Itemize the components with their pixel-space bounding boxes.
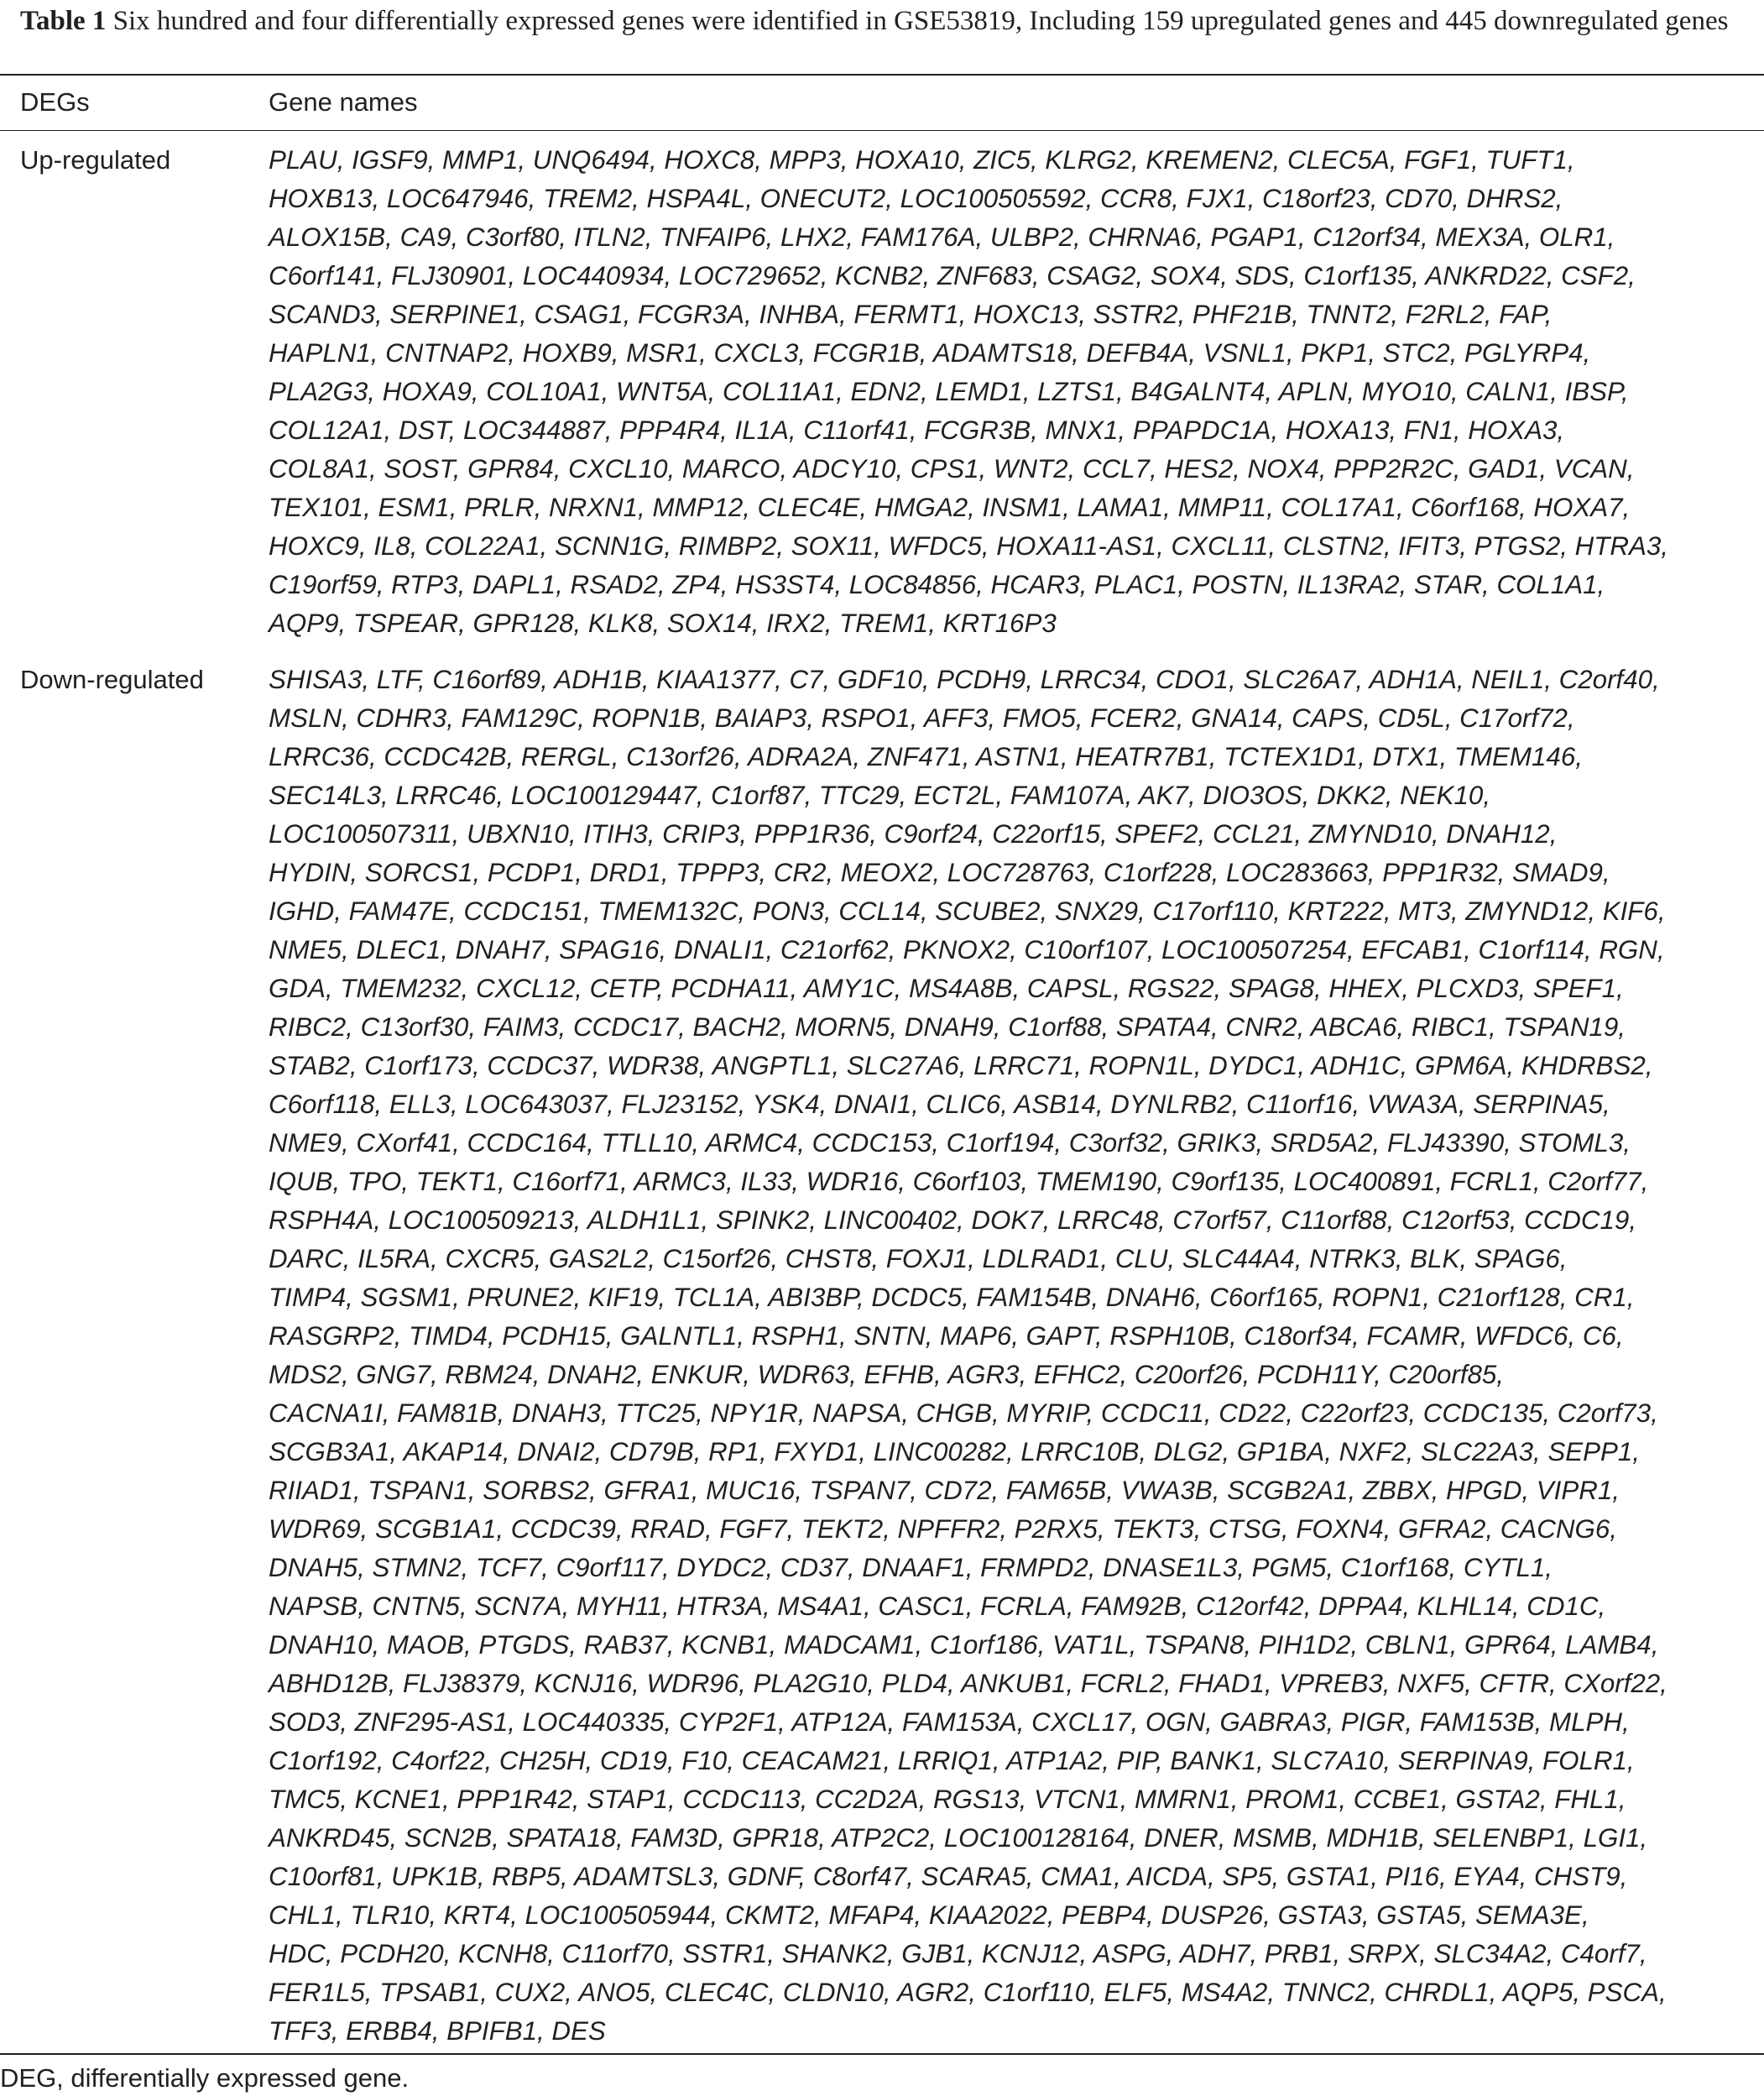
gene-list-line: IQUB, TPO, TEKT1, C16orf71, ARMC3, IL33, WDR16, C6orf103, TMEM190, C9orf135, LOC400891, FCRL1, C2orf77, [269,1167,1649,1196]
gene-list-line: CHL1, TLR10, KRT4, LOC100505944, CKMT2, MFAP4, KIAA2022, PEBP4, DUSP26, GSTA3, GSTA5, SEMA3E, [269,1900,1589,1930]
table-caption-label: Table 1 [20,6,107,36]
table-header-rule [0,130,1764,131]
gene-list-line: ABHD12B, FLJ38379, KCNJ16, WDR96, PLA2G10, PLD4, ANKUB1, FCRL2, FHAD1, VPREB3, NXF5, CFTR, CXorf22, [269,1669,1667,1698]
gene-list-line: PLA2G3, HOXA9, COL10A1, WNT5A, COL11A1, EDN2, LEMD1, LZTS1, B4GALNT4, APLN, MYO10, CALN1, IBSP, [269,377,1629,406]
gene-list-line: DARC, IL5RA, CXCR5, GAS2L2, C15orf26, CHST8, FOXJ1, LDLRAD1, CLU, SLC44A4, NTRK3, BLK, SPAG6, [269,1244,1568,1273]
gene-list-line: HOXC9, IL8, COL22A1, SCNN1G, RIMBP2, SOX11, WFDC5, HOXA11-AS1, CXCL11, CLSTN2, IFIT3, PTGS2, HTRA3, [269,531,1668,561]
gene-list-line: TIMP4, SGSM1, PRUNE2, KIF19, TCL1A, ABI3BP, DCDC5, FAM154B, DNAH6, C6orf165, ROPN1, C21orf128, CR1, [269,1283,1635,1312]
gene-list-up-regulated [269,141,1746,643]
table-caption-text: Six hundred and four differentially expressed genes were identified in GSE53819, Including 159 upregulated genes and 445 downregulated genes [112,6,1729,36]
gene-list-down-regulated [269,661,1746,2051]
gene-list-line: SCAND3, SERPINE1, CSAG1, FCGR3A, INHBA, FERMT1, HOXC13, SSTR2, PHF21B, TNNT2, F2RL2, FAP, [269,300,1553,329]
gene-list-line: HDC, PCDH20, KCNH8, C11orf70, SSTR1, SHANK2, GJB1, KCNJ12, ASPG, ADH7, PRB1, SRPX, SLC34A2, C4orf7, [269,1939,1647,1968]
gene-list-line: DNAH5, STMN2, TCF7, C9orf117, DYDC2, CD37, DNAAF1, FRMPD2, DNASE1L3, PGM5, C1orf168, CYTL1, [269,1553,1553,1582]
gene-list-line: CACNA1I, FAM81B, DNAH3, TTC25, NPY1R, NAPSA, CHGB, MYRIP, CCDC11, CD22, C22orf23, CCDC135, C2orf73, [269,1398,1658,1428]
gene-list-line: RASGRP2, TIMD4, PCDH15, GALNTL1, RSPH1, SNTN, MAP6, GAPT, RSPH10B, C18orf34, FCAMR, WFDC6, C6, [269,1321,1624,1351]
gene-list-line: NME9, CXorf41, CCDC164, TTLL10, ARMC4, CCDC153, C1orf194, C3orf32, GRIK3, SRD5A2, FLJ43390, STOML3, [269,1128,1631,1158]
gene-list-line: LRRC36, CCDC42B, RERGL, C13orf26, ADRA2A, ZNF471, ASTN1, HEATR7B1, TCTEX1D1, DTX1, TMEM146, [269,742,1583,771]
gene-list-line: SCGB3A1, AKAP14, DNAI2, CD79B, RP1, FXYD1, LINC00282, LRRC10B, DLG2, GP1BA, NXF2, SLC22A3, SEPP1, [269,1437,1640,1466]
table-top-rule [0,74,1764,76]
gene-list-line: COL12A1, DST, LOC344887, PPP4R4, IL1A, C11orf41, FCGR3B, MNX1, PPAPDC1A, HOXA13, FN1, HOXA3, [269,416,1565,445]
gene-list-line: RSPH4A, LOC100509213, ALDH1L1, SPINK2, LINC00402, DOK7, LRRC48, C7orf57, C11orf88, C12orf53, CCDC19, [269,1205,1637,1235]
gene-list-line: HAPLN1, CNTNAP2, HOXB9, MSR1, CXCL3, FCGR1B, ADAMTS18, DEFB4A, VSNL1, PKP1, STC2, PGLYRP4, [269,338,1591,368]
gene-list-line: C6orf141, FLJ30901, LOC440934, LOC729652, KCNB2, ZNF683, CSAG2, SOX4, SDS, C1orf135, ANKRD22, CSF2, [269,261,1636,290]
table-footnote: DEG, differentially expressed gene. [0,2063,410,2093]
gene-list-line: SEC14L3, LRRC46, LOC100129447, C1orf87, TTC29, ECT2L, FAM107A, AK7, DIO3OS, DKK2, NEK10, [269,781,1491,810]
gene-list-line: ALOX15B, CA9, C3orf80, ITLN2, TNFAIP6, LHX2, FAM176A, ULBP2, CHRNA6, PGAP1, C12orf34, MEX3A, OLR1, [269,222,1615,252]
gene-list-line: DNAH10, MAOB, PTGDS, RAB37, KCNB1, MADCAM1, C1orf186, VAT1L, TSPAN8, PIH1D2, CBLN1, GPR64, LAMB4, [269,1630,1659,1660]
row-label-up-regulated: Up-regulated [20,145,171,175]
gene-list-line: TEX101, ESM1, PRLR, NRXN1, MMP12, CLEC4E, HMGA2, INSM1, LAMA1, MMP11, COL17A1, C6orf168, HOXA7, [269,493,1631,522]
gene-list-line: MDS2, GNG7, RBM24, DNAH2, ENKUR, WDR63, EFHB, AGR3, EFHC2, C20orf26, PCDH11Y, C20orf85, [269,1360,1504,1389]
gene-list-line: C6orf118, ELL3, LOC643037, FLJ23152, YSK4, DNAI1, CLIC6, ASB14, DYNLRB2, C11orf16, VWA3A, SERPINA5, [269,1090,1610,1119]
gene-list-line: MSLN, CDHR3, FAM129C, ROPN1B, BAIAP3, RSPO1, AFF3, FMO5, FCER2, GNA14, CAPS, CD5L, C17orf72, [269,703,1575,733]
column-header-degs: DEGs [20,87,90,117]
gene-list-line: GDA, TMEM232, CXCL12, CETP, PCDHA11, AMY1C, MS4A8B, CAPSL, RGS22, SPAG8, HHEX, PLCXD3, SPEF1, [269,974,1624,1003]
table-bottom-rule [0,2053,1764,2055]
gene-list-line: RIIAD1, TSPAN1, SORBS2, GFRA1, MUC16, TSPAN7, CD72, FAM65B, VWA3B, SCGB2A1, ZBBX, HPGD, VIPR1, [269,1476,1620,1505]
row-label-down-regulated: Down-regulated [20,665,204,694]
gene-list-line: WDR69, SCGB1A1, CCDC39, RRAD, FGF7, TEKT2, NPFFR2, P2RX5, TEKT3, CTSG, FOXN4, GFRA2, CACNG6, [269,1514,1617,1544]
column-header-gene-names: Gene names [269,87,418,117]
gene-list-line: RIBC2, C13orf30, FAIM3, CCDC17, BACH2, MORN5, DNAH9, C1orf88, SPATA4, CNR2, ABCA6, RIBC1, TSPAN19, [269,1012,1626,1042]
table-caption [20,3,1754,39]
gene-list-line: C1orf192, C4orf22, CH25H, CD19, F10, CEACAM21, LRRIQ1, ATP1A2, PIP, BANK1, SLC7A10, SERPINA9, FOLR1, [269,1746,1635,1775]
gene-list-line: AQP9, TSPEAR, GPR128, KLK8, SOX14, IRX2, TREM1, KRT16P3 [269,609,1057,638]
gene-list-line: C19orf59, RTP3, DAPL1, RSAD2, ZP4, HS3ST4, LOC84856, HCAR3, PLAC1, POSTN, IL13RA2, STAR, COL1A1, [269,570,1605,599]
gene-list-line: SHISA3, LTF, C16orf89, ADH1B, KIAA1377, C7, GDF10, PCDH9, LRRC34, CDO1, SLC26A7, ADH1A, NEIL1, C2orf40, [269,665,1660,694]
gene-list-line: COL8A1, SOST, GPR84, CXCL10, MARCO, ADCY10, CPS1, WNT2, CCL7, HES2, NOX4, PPP2R2C, GAD1, VCAN, [269,454,1635,483]
gene-list-line: HOXB13, LOC647946, TREM2, HSPA4L, ONECUT2, LOC100505592, CCR8, FJX1, C18orf23, CD70, DHRS2, [269,184,1563,213]
gene-list-line: HYDIN, SORCS1, PCDP1, DRD1, TPPP3, CR2, MEOX2, LOC728763, C1orf228, LOC283663, PPP1R32, SMAD9, [269,858,1610,887]
gene-list-line: LOC100507311, UBXN10, ITIH3, CRIP3, PPP1R36, C9orf24, C22orf15, SPEF2, CCL21, ZMYND10, DNAH12, [269,819,1558,849]
gene-list-line: NAPSB, CNTN5, SCN7A, MYH11, HTR3A, MS4A1, CASC1, FCRLA, FAM92B, C12orf42, DPPA4, KLHL14, CD1C, [269,1592,1606,1621]
gene-list-line: SOD3, ZNF295-AS1, LOC440335, CYP2F1, ATP12A, FAM153A, CXCL17, OGN, GABRA3, PIGR, FAM153B, MLPH, [269,1707,1630,1737]
gene-list-line: IGHD, FAM47E, CCDC151, TMEM132C, PON3, CCL14, SCUBE2, SNX29, C17orf110, KRT222, MT3, ZMYND12, KIF6, [269,896,1666,926]
gene-list-line: NME5, DLEC1, DNAH7, SPAG16, DNALI1, C21orf62, PKNOX2, C10orf107, LOC100507254, EFCAB1, C1orf114, RGN, [269,935,1665,964]
gene-list-line: TFF3, ERBB4, BPIFB1, DES [269,2016,606,2046]
gene-list-line: TMC5, KCNE1, PPP1R42, STAP1, CCDC113, CC2D2A, RGS13, VTCN1, MMRN1, PROM1, CCBE1, GSTA2, FHL1, [269,1785,1626,1814]
gene-list-line: STAB2, C1orf173, CCDC37, WDR38, ANGPTL1, SLC27A6, LRRC71, ROPN1L, DYDC1, ADH1C, GPM6A, KHDRBS2, [269,1051,1653,1080]
gene-list-line: PLAU, IGSF9, MMP1, UNQ6494, HOXC8, MPP3, HOXA10, ZIC5, KLRG2, KREMEN2, CLEC5A, FGF1, TUFT1, [269,145,1575,175]
gene-list-line: C10orf81, UPK1B, RBP5, ADAMTSL3, GDNF, C8orf47, SCARA5, CMA1, AICDA, SP5, GSTA1, PI16, EYA4, CHST9, [269,1862,1628,1891]
gene-list-line: ANKRD45, SCN2B, SPATA18, FAM3D, GPR18, ATP2C2, LOC100128164, DNER, MSMB, MDH1B, SELENBP1, LGI1, [269,1823,1648,1853]
gene-list-line: FER1L5, TPSAB1, CUX2, ANO5, CLEC4C, CLDN10, AGR2, C1orf110, ELF5, MS4A2, TNNC2, CHRDL1, AQP5, PSCA, [269,1978,1667,2007]
